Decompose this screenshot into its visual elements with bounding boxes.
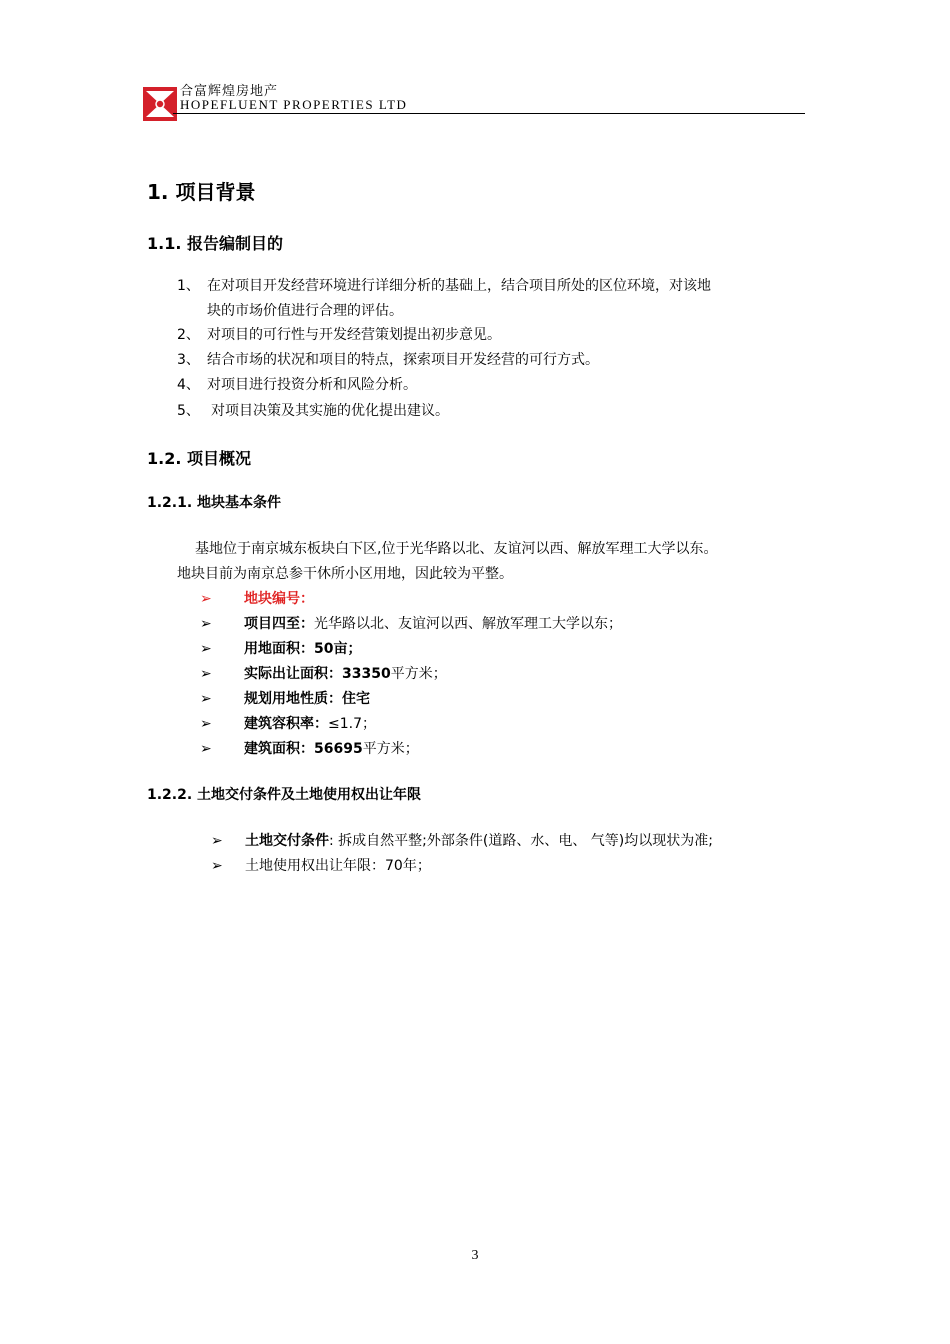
bullet-value: 平方米； [362,741,419,757]
bullet-item-transfer-area [200,663,447,683]
section-1-title: 1. 项目背景 [147,180,256,204]
list-item-number: 4、 [177,377,200,393]
list-item-text: 对项目进行投资分析和风险分析。 [207,377,417,393]
bullet-item-boundaries [200,613,622,633]
section-1-2-2-title: 1.2.2. 土地交付条件及土地使用权出让年限 [147,787,422,803]
section-1-2-title: 1.2. 项目概况 [147,449,251,468]
bullet-value: ≤1.7； [328,716,376,732]
arrow-bullet-icon: ➢ [200,741,212,757]
list-item [177,350,817,370]
list-item-text: 对项目决策及其实施的优化提出建议。 [211,403,449,419]
bullet-item-plot-number [200,588,314,608]
page-number: 3 [471,1248,479,1263]
list-item [177,276,817,296]
paragraph-line-2: 地块目前为南京总参干休所小区用地，因此较为平整。 [177,566,513,582]
section-1-2-1-title: 1.2.1. 地块基本条件 [147,495,282,511]
arrow-bullet-icon: ➢ [200,616,212,632]
bullet-item-building-area [200,738,419,758]
bullet-label: 项目四至： [244,616,314,632]
bullet-item-land-use-term [211,855,431,875]
arrow-bullet-icon: ➢ [200,641,212,657]
list-item-number: 2、 [177,327,200,343]
header-divider [173,113,805,114]
arrow-bullet-icon: ➢ [200,666,212,682]
bullet-label: 用地面积：50亩； [244,641,362,657]
list-item-continuation: 块的市场价值进行合理的评估。 [207,303,403,319]
company-name-en: HOPEFLUENT PROPERTIES LTD [180,97,408,112]
arrow-bullet-icon: ➢ [200,691,212,707]
list-item-text: 对项目的可行性与开发经营策划提出初步意见。 [207,327,501,343]
paragraph-line-1: 基地位于南京城东板块白下区,位于光华路以北、友谊河以西、解放军理工大学以东。 [195,541,718,557]
list-item [177,375,817,395]
page-header [143,80,805,120]
hopefluent-logo-icon [143,87,177,121]
list-item-text: 在对项目开发经营环境进行详细分析的基础上，结合项目所处的区位环境，对该地 [207,278,711,294]
list-item-text: 结合市场的状况和项目的特点，探索项目开发经营的可行方式。 [207,352,599,368]
section-1-1-title: 1.1. 报告编制目的 [147,234,283,253]
bullet-label: 地块编号： [244,591,314,607]
bullet-value: 平方米； [390,666,447,682]
bullet-item-land-use [200,688,370,708]
list-item-number: 5、 [177,403,200,419]
list-item [177,401,817,421]
bullet-label: 土地交付条件 [245,833,329,849]
list-item-number: 3、 [177,352,200,368]
arrow-bullet-icon: ➢ [211,858,223,874]
bullet-label: 规划用地性质：住宅 [244,691,370,707]
arrow-bullet-icon: ➢ [211,833,223,849]
bullet-label: 建筑容积率： [244,716,328,732]
company-name-cn: 合富辉煌房地产 [180,84,279,99]
bullet-value: 光华路以北、友谊河以西、解放军理工大学以东； [314,616,622,632]
bullet-item-delivery-conditions [211,830,713,850]
list-item [177,325,817,345]
bullet-item-land-area [200,638,361,658]
bullet-item-plot-ratio [200,713,376,733]
arrow-bullet-icon: ➢ [200,591,212,607]
arrow-bullet-icon: ➢ [200,716,212,732]
bullet-value: : 拆成自然平整;外部条件(道路、水、电、 气等)均以现状为准; [329,833,713,849]
bullet-value: 土地使用权出让年限：70年； [245,858,431,874]
list-item-number: 1、 [177,278,200,294]
bullet-label: 实际出让面积：33350 [244,666,391,682]
bullet-label: 建筑面积：56695 [244,741,363,757]
